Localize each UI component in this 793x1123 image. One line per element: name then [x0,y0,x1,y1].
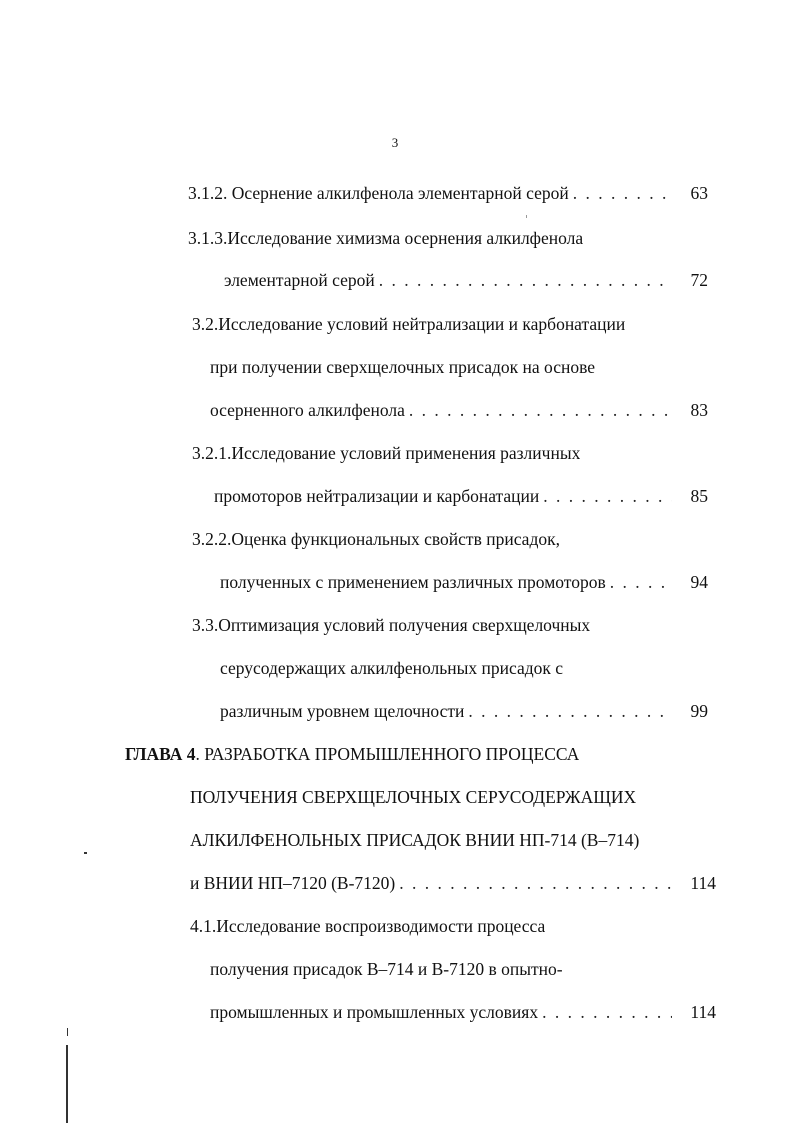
toc-entry-title: различным уровнем щелочности [220,701,465,721]
toc-entry-3-1-3-cont [224,267,672,293]
toc-chapter-4-cont [190,870,672,896]
toc-entry-title: элементарной серой [224,270,375,290]
toc-entry-3-2-2: 3.2.2.Оценка функциональных свойств присадок, [192,529,560,549]
toc-page-number: 94 [690,572,708,592]
toc-page-number: 72 [690,270,708,290]
toc-entry-3-1-3: 3.1.3.Исследование химизма осернения алкилфенола [188,228,584,248]
toc-chapter-4-line3: АЛКИЛФЕНОЛЬНЫХ ПРИСАДОК ВНИИ НП-714 (В–714) [190,830,640,850]
scan-mark [67,1028,68,1036]
toc-page-number: 63 [690,183,708,203]
page-number: 3 [391,135,399,150]
toc-entry-title: и ВНИИ НП–7120 (В-7120) [190,873,396,893]
leader-dots [409,397,672,423]
toc-page-number: 114 [690,1002,716,1022]
toc-entry-4-1-line2: получения присадок В–714 и В-7120 в опытно- [210,959,563,979]
leader-dots [468,698,672,724]
toc-page-number: 114 [690,873,716,893]
toc-entry-3-2-1-cont [214,483,672,509]
toc-entry-title: промышленных и промышленных условиях [210,1002,539,1022]
leader-dots [573,180,672,206]
scan-mark [84,852,87,854]
toc-entry-title: осерненного алкилфенола [210,400,405,420]
toc-entry-3-2-2-cont [220,569,672,595]
toc-entry-title: полученных с применением различных промоторов [220,572,606,592]
toc-entry-3-3: 3.3.Оптимизация условий получения сверхщелочных [192,615,591,635]
toc-page-number: 99 [690,701,708,721]
scan-mark [66,1045,68,1123]
leader-dots [543,483,672,509]
leader-dots [542,999,672,1025]
toc-entry-3-2-1: 3.2.1.Исследование условий применения различных [192,443,581,463]
toc-entry-3-3-cont [220,698,672,724]
leader-dots [610,569,672,595]
toc-page-number: 83 [690,400,708,420]
toc-entry-3-3-line2: серусодержащих алкилфенольных присадок с [220,658,564,678]
scan-mark [526,215,527,218]
toc-entry-3-2-cont [210,397,672,423]
toc-page-number: 85 [690,486,708,506]
toc-entry-3-2: 3.2.Исследование условий нейтрализации и карбонатации [192,314,626,334]
chapter-title: . РАЗРАБОТКА ПРОМЫШЛЕННОГО ПРОЦЕССА [195,744,580,764]
chapter-label: ГЛАВА 4 [125,744,196,764]
toc-entry-4-1: 4.1.Исследование воспроизводимости процесса [190,916,546,936]
toc-chapter-4 [125,741,579,767]
toc-entry-3-1-2 [188,180,672,206]
toc-entry-title: промоторов нейтрализации и карбонатации [214,486,540,506]
toc-entry-title: 3.1.2. Осернение алкилфенола элементарной серой [188,183,569,203]
toc-entry-3-2-line2: при получении сверхщелочных присадок на основе [210,357,596,377]
leader-dots [379,267,672,293]
toc-chapter-4-line2: ПОЛУЧЕНИЯ СВЕРХЩЕЛОЧНЫХ СЕРУСОДЕРЖАЩИХ [190,787,637,807]
leader-dots [399,870,672,896]
toc-entry-4-1-cont [210,999,672,1025]
